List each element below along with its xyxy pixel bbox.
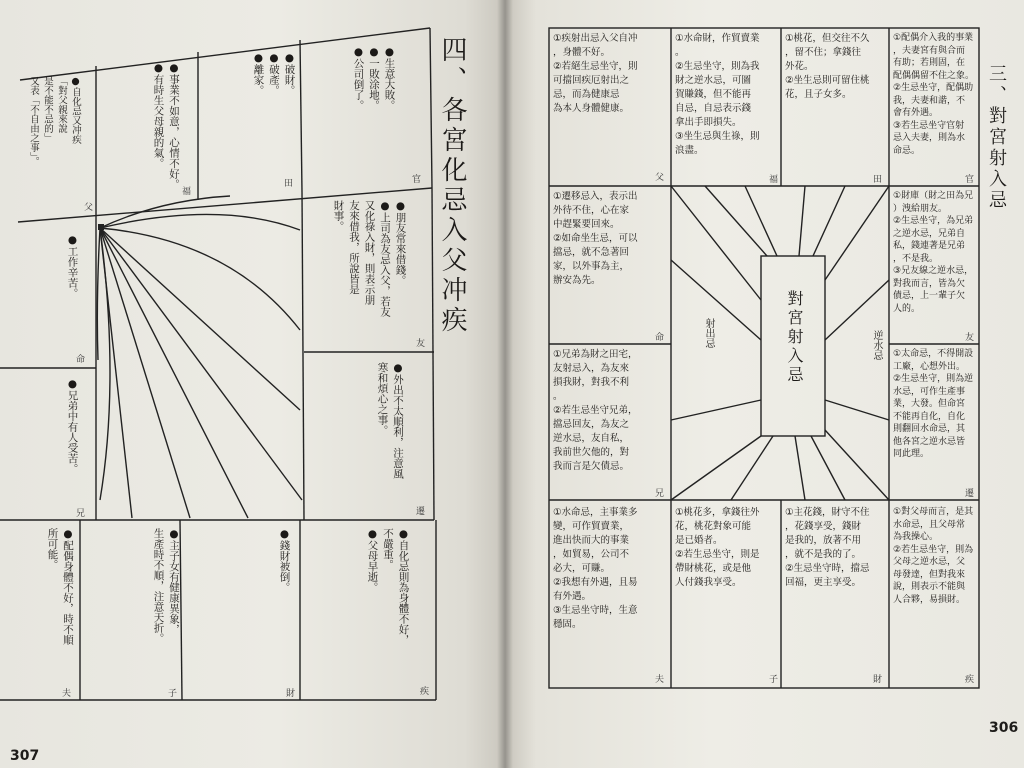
cell-zi-text: ●主子女有健康異象， 生產時不順，注意天折。: [152, 528, 180, 644]
cell-fuqi-text: ①水命忌，主事業多 變，可作貿賣業， 進出快而大的事業 ，如貿易，公司不 必大，可賺。 ②我想有外遇，且易 有外遇。 ③生忌坐守時，生意 穩固。: [553, 507, 638, 630]
cell-fu-label: 福: [769, 175, 779, 185]
cell-qian-text: ●外出不太順利，注意風 寒和煩心之事。: [376, 362, 404, 479]
cell-tian-label: 田: [284, 179, 294, 189]
cell-fumu-label: 父: [655, 173, 665, 183]
cell-ji-label: 疾: [965, 675, 975, 685]
cell-qian-label: 遷: [416, 507, 426, 517]
cell-guan-label: 官: [412, 175, 422, 185]
center-title: 對宮射入忌: [785, 290, 804, 385]
book-gutter: [497, 0, 513, 768]
page-number: 306: [989, 720, 1019, 736]
cell-xiong-label: 兄: [76, 509, 86, 519]
cell-cai-text: ①主花錢，財守不住 ，花錢享受，錢財 是我的，放著不用 ，就不是我的了。 ②生忌坐守時，擋忌 回福，更主享受。: [785, 507, 870, 588]
page-title: 四、各宮化忌入父冲疾: [437, 36, 467, 336]
cell-zi-label: 子: [769, 675, 779, 685]
cell-ming-label: 命: [655, 333, 665, 343]
cell-zi-text: ①桃花多，拿錢往外 花，桃花對象可能 是已婚者。 ②若生忌坐守，則是 帶財桃花，或是他 人付錢我享受。: [675, 507, 760, 588]
cell-ji-text: ①對父母而言，是其 水命忌，且父母常 為我操心。 ②若生忌坐守，則為 父母之逆水忌，父 母發達，但對我來 說，則表示不能與 人合夥，易損財。: [893, 507, 974, 605]
cell-xiong-text: ●兄弟中有人受苦。: [66, 378, 79, 474]
cell-cai-text: ●錢財被倒。: [278, 528, 291, 593]
cell-you-label: 友: [416, 339, 426, 349]
cell-xiong-text: ①兄弟為財之田宅， 友射忌入，為友來 損我財，對我不利 。 ②若生忌坐守兄弟， 擋忌回友，為友之 逆水忌，友自私， 我前世欠他的，對 我而言是欠債忌。: [553, 349, 638, 472]
cell-xiong-label: 兄: [655, 489, 665, 499]
cell-zi-label: 子: [168, 689, 178, 699]
page-number: 307: [10, 748, 40, 764]
cell-tian-label: 田: [873, 175, 883, 185]
cell-you-label: 友: [965, 333, 975, 343]
cell-cai-label: 財: [286, 689, 296, 699]
cell-fumu-text: ●自化忌又冲疾 「對父親來說 是不能不忌的」 又表「不自由之事」。: [28, 76, 81, 167]
center-right-label: 逆水忌: [871, 330, 882, 360]
cell-cai-label: 財: [873, 675, 883, 685]
center-left-label: 射出忌: [703, 318, 714, 348]
cell-you-text: ①財庫（財之田為兄 ）洩給朋友。 ②生忌坐守，為兄弟 之逆水忌，兄弟自 私，錢連著是兄弟 ，不是我。 ③兄友線之逆水忌， 對我而言，皆為欠 債忌，上一輩子欠 人的。: [893, 191, 974, 314]
cell-ming-label: 命: [76, 355, 86, 365]
cell-fu-text: ①水命財，作貿賣業 。 ②生忌坐守，則為我 財之逆水忌，可圖 賀賺錢，但不能再 自忌，自忌表示錢 拿出手即損失。 ③坐生忌與生祿，則 浪盡。: [675, 33, 760, 156]
cell-tian-text: ●破財。 ●破產。 ●離家。: [252, 52, 296, 96]
cell-tian-text: ①桃花，但交往不久 ，留不住；拿錢往 外花。 ②坐生忌則可留住桃 花，且子女多。: [785, 33, 870, 100]
cell-fuqi-label: 夫: [62, 689, 72, 699]
cell-ming-text: ●工作辛苦。: [66, 234, 79, 299]
cell-ji-text: ●自化忌則為身體不好， 不嚴重。 ●父母早逝。: [366, 528, 410, 645]
cell-guan-text: ①配偶介入我的事業 ，夫妻宮有與合而 有助；若則固，在 配偶偶留不住之象。 ②生忌坐守，配偶助 我，夫妻和諧，不 會有外遇。 ③若生忌坐守官射 忌入夫妻，則為水 命忌。: [893, 33, 975, 156]
cell-guan-label: 官: [965, 175, 975, 185]
cell-fuqi-text: ●配偶身體不好，時不順 所可能。: [46, 528, 74, 645]
cell-fuqi-label: 夫: [655, 675, 665, 685]
page-title: 三、對宮射入忌: [986, 64, 1007, 211]
cell-ji-label: 疾: [420, 687, 430, 697]
cell-ming-text: ①遷移忌入，表示出 外待不住，心在家 中趕緊要回來。 ②如命坐生忌，可以 擋忌，就不急著回 家，以外事為主， 辦安為先。: [553, 191, 638, 286]
left-page: [0, 0, 505, 768]
cell-fu-text: ●事業不如意，心情不好。 ●有時生父母親的氣。: [152, 62, 180, 190]
cell-qian-text: ①太命忌，不得開設 工廠，心想外出。 ②生忌坐守，則為逆 水忌，可作生產事 業，大發。但命宮 不能再自化，自化 則翻回水命忌，其 他各宮之逆水忌皆 同此理。: [893, 349, 974, 459]
cell-fumu-label: 父: [84, 203, 94, 213]
cell-guan-text: ●生意大敗。 ●一敗涂地。 ●公司倒了。: [352, 46, 396, 111]
cell-qian-label: 遷: [965, 489, 975, 499]
cell-you-text: ●朋友常來借錢。 ●上司為友忌入父，若友 又化祿入財，則表示朋 友來借我，所說皆是 財事。: [332, 200, 407, 317]
cell-fumu-text: ①疾射出忌入父自冲 ，身體不好。 ②若絕生忌坐守，則 可擋回疾厄射出之 忌，而為健康忌 為本人身體健康。: [553, 33, 638, 114]
cell-fu-label: 福: [182, 187, 192, 197]
right-page: [505, 0, 1024, 768]
